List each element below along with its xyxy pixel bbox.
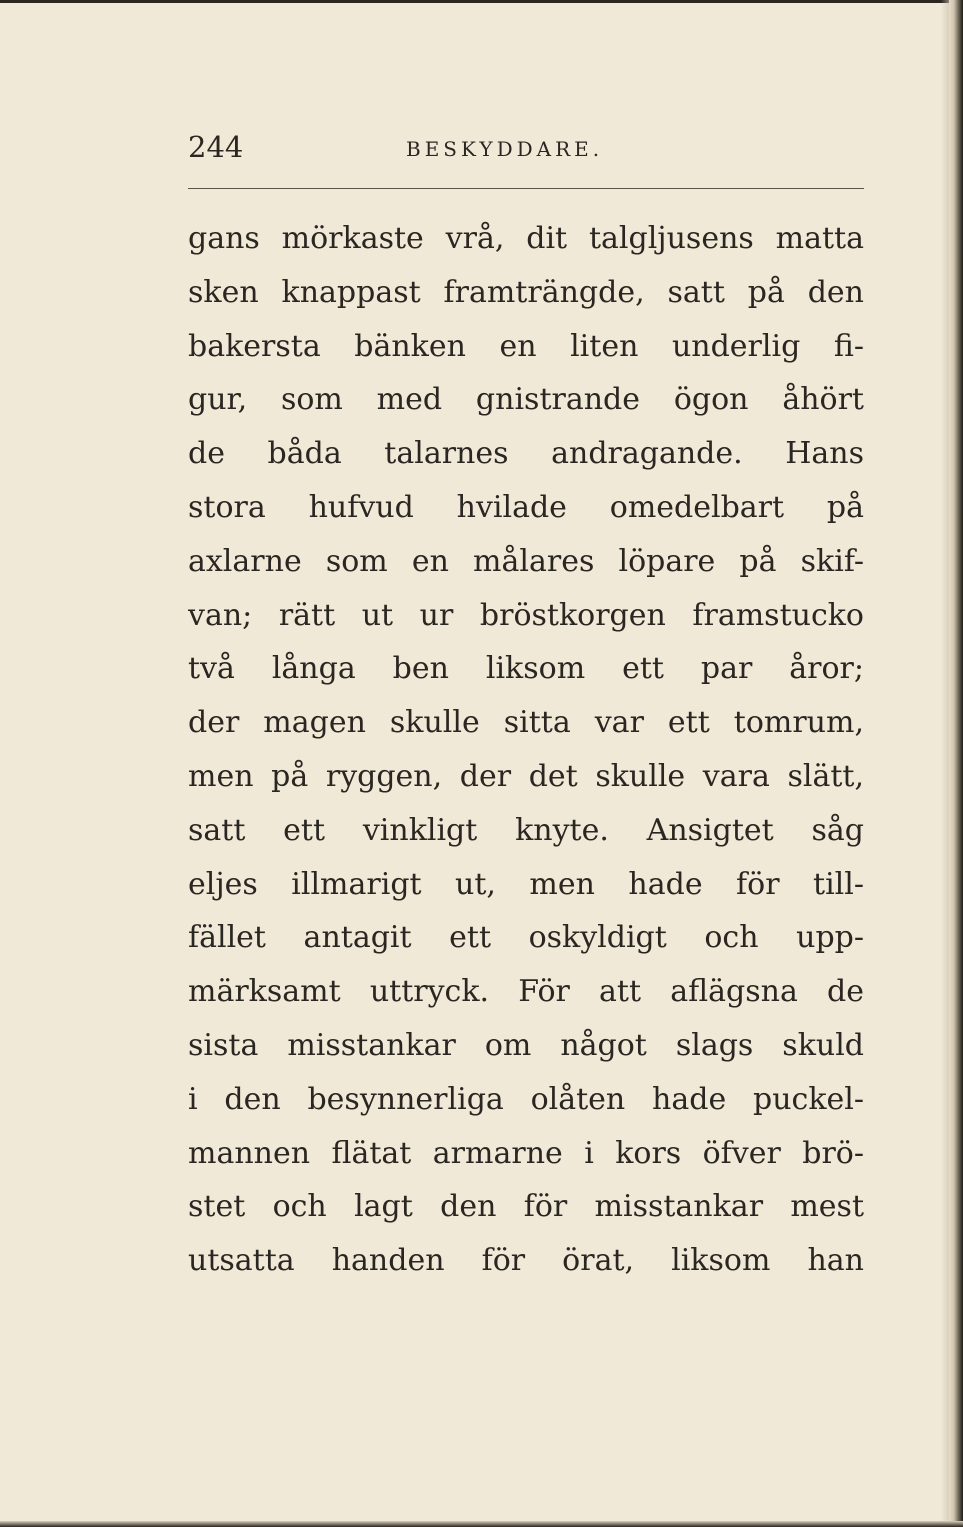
text-line: fället antagit ett oskyldigt och upp- <box>188 920 864 956</box>
text-line: eljes illmarigt ut, men hade för till- <box>188 866 864 902</box>
page-right-edge <box>949 0 963 1527</box>
text-line: gans mörkaste vrå, dit talgljusens matta <box>188 221 864 256</box>
page-number: 244 <box>188 130 244 164</box>
text-line: men på ryggen, der det skulle vara slätt, <box>188 758 864 794</box>
header-rule <box>188 188 864 189</box>
text-line: två långa ben liksom ett par åror; <box>188 651 864 687</box>
text-line: stet och lagt den för misstankar mest <box>188 1189 864 1225</box>
text-line: sista misstankar om något slags skuld <box>188 1027 864 1063</box>
body-text <box>188 212 864 1288</box>
page-gutter-shadow <box>941 0 949 1527</box>
page-top-edge <box>0 0 963 3</box>
text-line: gur, som med gnistrande ögon åhört <box>188 382 864 418</box>
text-line: der magen skulle sitta var ett tomrum, <box>188 705 864 741</box>
page-bottom-edge <box>0 1521 963 1527</box>
text-line: märksamt uttryck. För att aflägsna de <box>188 974 864 1010</box>
text-line: van; rätt ut ur bröstkorgen framstucko <box>188 597 864 633</box>
page-header <box>188 130 864 170</box>
text-line: axlarne som en målares löpare på skif- <box>188 543 864 579</box>
text-line: de båda talarnes andragande. Hans <box>188 436 864 472</box>
text-line: bakersta bänken en liten underlig fi- <box>188 328 864 364</box>
text-line: satt ett vinkligt knyte. Ansigtet såg <box>188 812 864 848</box>
text-line: utsatta handen för örat, liksom han <box>188 1243 864 1279</box>
text-line: stora hufvud hvilade omedelbart på <box>188 489 864 525</box>
text-line: mannen flätat armarne i kors öfver brö- <box>188 1135 864 1171</box>
text-line: i den besynnerliga olåten hade puckel- <box>188 1081 864 1117</box>
text-line: sken knappast framträngde, satt på den <box>188 274 864 310</box>
running-head: BESKYDDARE. <box>406 137 604 161</box>
